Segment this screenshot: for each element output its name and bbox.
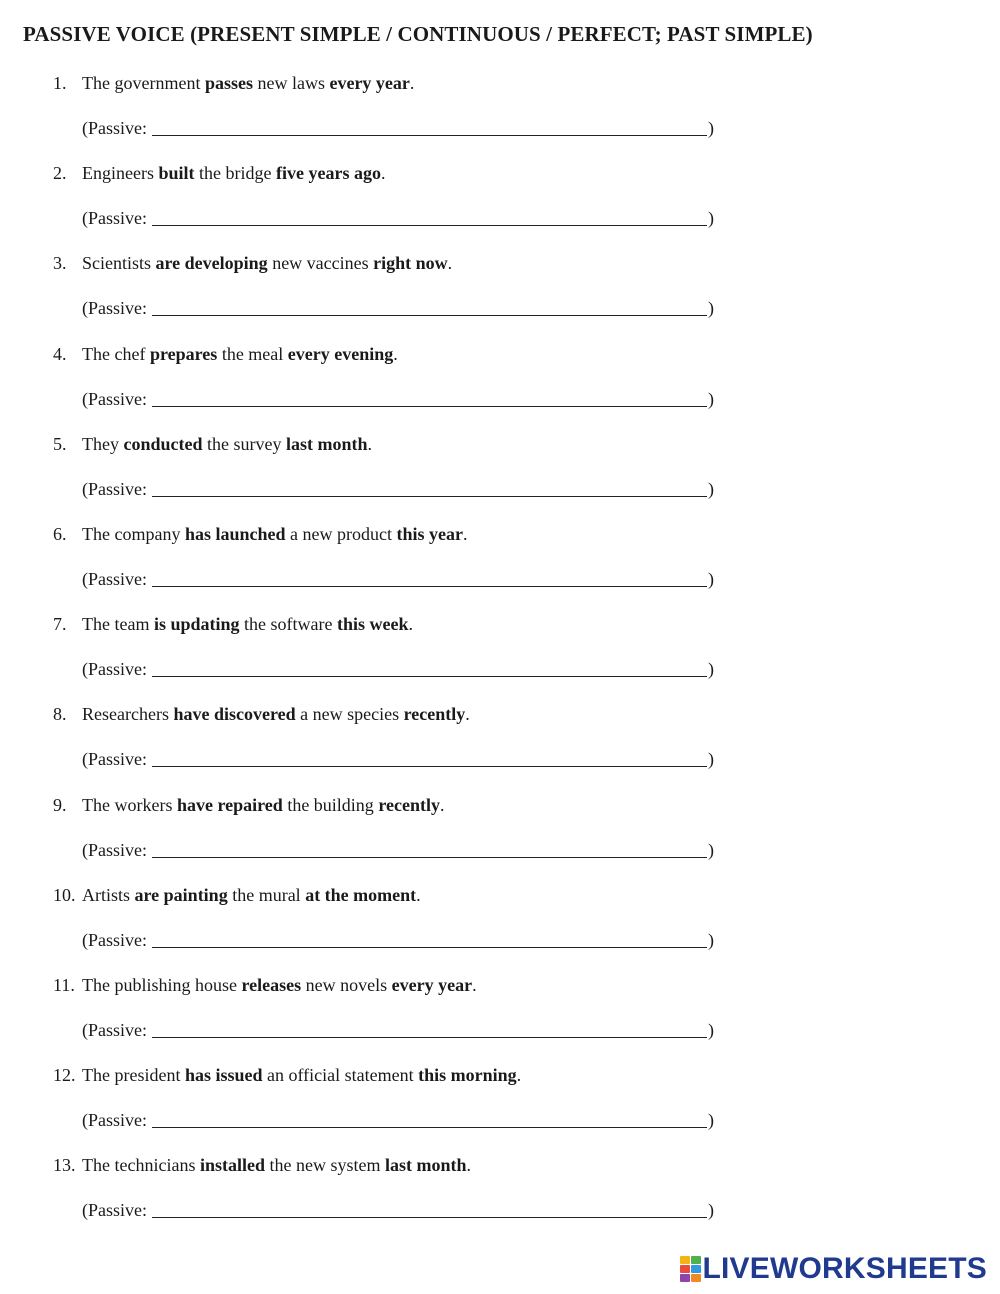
closing-parenthesis: )	[708, 749, 714, 770]
question-1	[53, 72, 414, 94]
passive-answer-input[interactable]	[152, 1020, 707, 1038]
question-text: new laws	[252, 73, 330, 93]
passive-answer-input[interactable]	[152, 930, 707, 948]
question-text: an official statement	[262, 1065, 419, 1086]
passive-answer-input[interactable]	[152, 298, 707, 316]
answer-row-11	[82, 1019, 714, 1041]
question-number: 2.	[53, 163, 67, 184]
question-text: .	[447, 253, 453, 274]
question-text: .	[472, 975, 477, 995]
question-text: .	[516, 1065, 522, 1086]
passive-label: (Passive:	[82, 388, 147, 409]
question-text: .	[462, 524, 468, 544]
logo-square	[691, 1274, 701, 1282]
question-text: the building	[282, 794, 379, 815]
question-text: The government	[82, 73, 205, 93]
logo-text: LIVEWORKSHEETS	[702, 1252, 987, 1285]
question-text: the software	[239, 614, 337, 635]
question-text: a new species	[295, 704, 404, 725]
question-10	[53, 884, 421, 906]
bold-phrase: are painting	[134, 884, 228, 905]
passive-answer-input[interactable]	[152, 1200, 707, 1218]
question-text: The publishing house	[82, 975, 242, 995]
bold-phrase: this morning	[418, 1065, 517, 1086]
passive-label: (Passive:	[82, 208, 147, 229]
bold-phrase: recently	[378, 794, 440, 815]
closing-parenthesis: )	[708, 569, 714, 589]
passive-label: (Passive:	[82, 118, 147, 138]
question-number: 8.	[53, 704, 67, 725]
question-number: 13.	[53, 1155, 76, 1176]
question-13	[53, 1154, 471, 1176]
bold-phrase: have repaired	[176, 794, 283, 815]
question-text: the mural	[227, 884, 306, 905]
passive-label: (Passive:	[82, 929, 147, 950]
question-number: 10.	[53, 884, 76, 905]
bold-phrase: last month	[384, 1155, 467, 1176]
bold-phrase: last month	[285, 433, 368, 454]
question-text: new vaccines	[267, 253, 374, 274]
question-4	[53, 343, 398, 365]
passive-label: (Passive:	[82, 478, 147, 499]
bold-phrase: is updating	[153, 614, 240, 635]
question-text: the survey	[202, 433, 286, 454]
question-7	[53, 613, 413, 635]
passive-answer-input[interactable]	[152, 749, 707, 767]
bold-phrase: this year	[396, 524, 463, 544]
answer-row-13	[82, 1199, 714, 1221]
question-text: They	[82, 433, 124, 454]
question-text: .	[416, 884, 421, 905]
passive-label: (Passive:	[82, 569, 147, 589]
question-text: The company	[82, 524, 185, 544]
answer-row-3	[82, 297, 714, 319]
question-3	[53, 252, 452, 274]
passive-answer-input[interactable]	[152, 208, 707, 226]
question-number: 7.	[53, 614, 67, 635]
question-text: Researchers	[82, 704, 174, 725]
bold-phrase: installed	[199, 1155, 265, 1176]
bold-phrase: recently	[403, 704, 466, 725]
question-text: the new system	[264, 1155, 385, 1176]
answer-row-9	[82, 839, 714, 861]
passive-answer-input[interactable]	[152, 659, 707, 677]
question-text: .	[367, 433, 372, 454]
passive-answer-input[interactable]	[152, 1110, 707, 1128]
question-number: 1.	[53, 73, 67, 93]
question-text: .	[408, 614, 413, 635]
bold-phrase: built	[158, 163, 195, 184]
question-text: the bridge	[194, 163, 276, 184]
question-text: Scientists	[82, 253, 156, 274]
question-number: 5.	[53, 433, 67, 454]
question-number: 9.	[53, 794, 67, 815]
question-8	[53, 703, 470, 725]
question-12	[53, 1064, 521, 1086]
closing-parenthesis: )	[708, 929, 714, 950]
answer-row-1	[82, 117, 714, 139]
question-text: new novels	[301, 975, 392, 995]
question-11	[53, 974, 477, 996]
question-5	[53, 433, 372, 455]
bold-phrase: five years ago	[276, 163, 381, 184]
logo-square	[691, 1256, 701, 1264]
bold-phrase: releases	[241, 975, 302, 995]
closing-parenthesis: )	[708, 478, 714, 499]
answer-row-5	[82, 478, 714, 500]
logo-square	[680, 1274, 690, 1282]
bold-phrase: have discovered	[173, 704, 296, 725]
passive-label: (Passive:	[82, 1020, 147, 1040]
question-text: Artists	[82, 884, 135, 905]
bold-phrase: every year	[329, 73, 410, 93]
logo-square	[691, 1265, 701, 1273]
answer-row-4	[82, 388, 714, 410]
closing-parenthesis: )	[708, 208, 714, 229]
bold-phrase: every year	[391, 975, 473, 995]
closing-parenthesis: )	[708, 659, 714, 680]
passive-answer-input[interactable]	[152, 118, 707, 136]
question-text: .	[465, 704, 470, 725]
answer-row-12	[82, 1109, 714, 1131]
passive-label: (Passive:	[82, 1200, 147, 1221]
passive-answer-input[interactable]	[152, 840, 707, 858]
bold-phrase: are developing	[155, 253, 268, 274]
question-2	[53, 162, 385, 184]
question-text: .	[409, 73, 415, 93]
question-text: the meal	[217, 343, 288, 364]
answer-row-6	[82, 568, 714, 590]
question-text: .	[439, 794, 445, 815]
logo-square	[680, 1265, 690, 1273]
page-title: PASSIVE VOICE (PRESENT SIMPLE / CONTINUOUS / PERFECT; PAST SIMPLE)	[23, 22, 813, 46]
closing-parenthesis: )	[708, 1020, 714, 1040]
answer-row-10	[82, 929, 714, 951]
logo-square	[680, 1256, 690, 1264]
question-text: .	[466, 1155, 471, 1176]
passive-label: (Passive:	[82, 1110, 147, 1131]
liveworksheets-logo-icon	[680, 1256, 701, 1282]
answer-row-7	[82, 658, 714, 680]
bold-phrase: has issued	[184, 1065, 263, 1086]
bold-phrase: at the moment	[305, 884, 417, 905]
closing-parenthesis: )	[708, 388, 714, 409]
question-number: 11.	[53, 975, 75, 995]
question-number: 3.	[53, 253, 67, 274]
bold-phrase: this week	[336, 614, 409, 635]
passive-answer-input[interactable]	[152, 479, 707, 497]
question-number: 12.	[53, 1065, 76, 1086]
question-text: Engineers	[82, 163, 159, 184]
question-6	[53, 523, 467, 545]
passive-answer-input[interactable]	[152, 389, 707, 407]
question-number: 6.	[53, 524, 67, 544]
question-9	[53, 794, 444, 816]
question-text: The workers	[82, 794, 177, 815]
question-text: The team	[82, 614, 154, 635]
question-text: The chef	[82, 343, 150, 364]
closing-parenthesis: )	[708, 839, 714, 860]
closing-parenthesis: )	[708, 1110, 714, 1131]
question-text: The technicians	[82, 1155, 200, 1176]
passive-label: (Passive:	[82, 659, 147, 680]
answer-row-2	[82, 207, 714, 229]
bold-phrase: prepares	[149, 343, 218, 364]
bold-phrase: passes	[204, 73, 253, 93]
liveworksheets-logo	[680, 1254, 988, 1284]
question-text: a new product	[285, 524, 397, 544]
question-text: .	[380, 163, 386, 184]
closing-parenthesis: )	[708, 1200, 714, 1221]
answer-row-8	[82, 748, 714, 770]
closing-parenthesis: )	[708, 118, 714, 138]
question-text: .	[393, 343, 398, 364]
passive-answer-input[interactable]	[152, 569, 707, 587]
passive-label: (Passive:	[82, 749, 147, 770]
passive-label: (Passive:	[82, 839, 147, 860]
bold-phrase: has launched	[184, 524, 286, 544]
question-number: 4.	[53, 343, 67, 364]
bold-phrase: every evening	[287, 343, 394, 364]
passive-label: (Passive:	[82, 298, 147, 319]
closing-parenthesis: )	[708, 298, 714, 319]
question-text: The president	[82, 1065, 185, 1086]
bold-phrase: conducted	[123, 433, 203, 454]
bold-phrase: right now	[373, 253, 448, 274]
